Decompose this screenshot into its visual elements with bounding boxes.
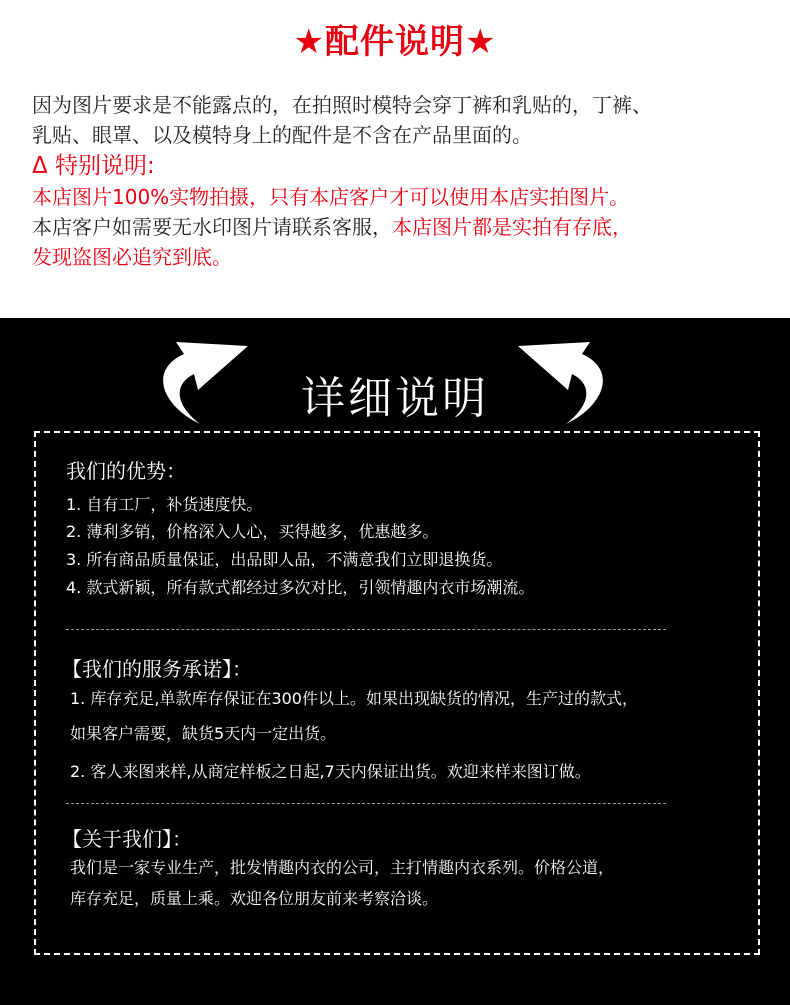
section-title: 详细说明 [301, 373, 489, 424]
advantage-item: 1. 自有工厂，补货速度快。 [66, 495, 263, 514]
service-item: 1. 库存充足,单款库存保证在300件以上。如果出现缺货的情况，生产过的款式， [70, 689, 638, 708]
special-heading: Δ 特别说明: [32, 153, 155, 179]
notice-title: ★配件说明★ [293, 22, 497, 62]
service-item: 2. 客人来图来样,从商定样板之日起,7天内保证出货。欢迎来样来图订做。 [70, 762, 591, 781]
details-section [0, 318, 790, 1005]
special-line: 发现盗图必追究到底。 [32, 245, 232, 269]
accessory-notice-section [0, 0, 790, 318]
special-line-black: 本店客户如需要无水印图片请联系客服， [32, 215, 392, 239]
special-line-red: 本店图片都是实拍有存底， [392, 215, 632, 239]
special-line [32, 212, 772, 242]
advantage-item: 4. 款式新颖，所有款式都经过多次对比，引领情趣内衣市场潮流。 [66, 578, 535, 597]
notice-body [32, 90, 772, 150]
service-item: 如果客户需要，缺货5天内一定出货。 [70, 724, 337, 743]
special-line: 本店图片100%实物拍摄，只有本店客户才可以使用本店实拍图片。 [32, 185, 630, 209]
about-item: 库存充足，质量上乘。欢迎各位朋友前来考察洽谈。 [70, 889, 439, 908]
details-frame [34, 431, 760, 955]
advantages-heading: 我们的优势： [66, 459, 186, 483]
divider [66, 629, 666, 630]
about-heading: 【关于我们】： [62, 827, 192, 851]
notice-line: 乳贴、眼罩、以及模特身上的配件是不含在产品里面的。 [32, 123, 532, 147]
advantage-item: 2. 薄利多销，价格深入人心，买得越多，优惠越多。 [66, 522, 439, 541]
notice-line: 因为图片要求是不能露点的，在拍照时模特会穿丁裤和乳贴的，丁裤、 [32, 93, 652, 117]
about-item: 我们是一家专业生产，批发情趣内衣的公司，主打情趣内衣系列。价格公道， [70, 858, 615, 877]
advantage-item: 3. 所有商品质量保证，出品即人品，不满意我们立即退换货。 [66, 550, 503, 569]
divider [66, 803, 666, 804]
special-notice [32, 150, 772, 272]
service-heading: 【我们的服务承诺】： [62, 657, 252, 681]
